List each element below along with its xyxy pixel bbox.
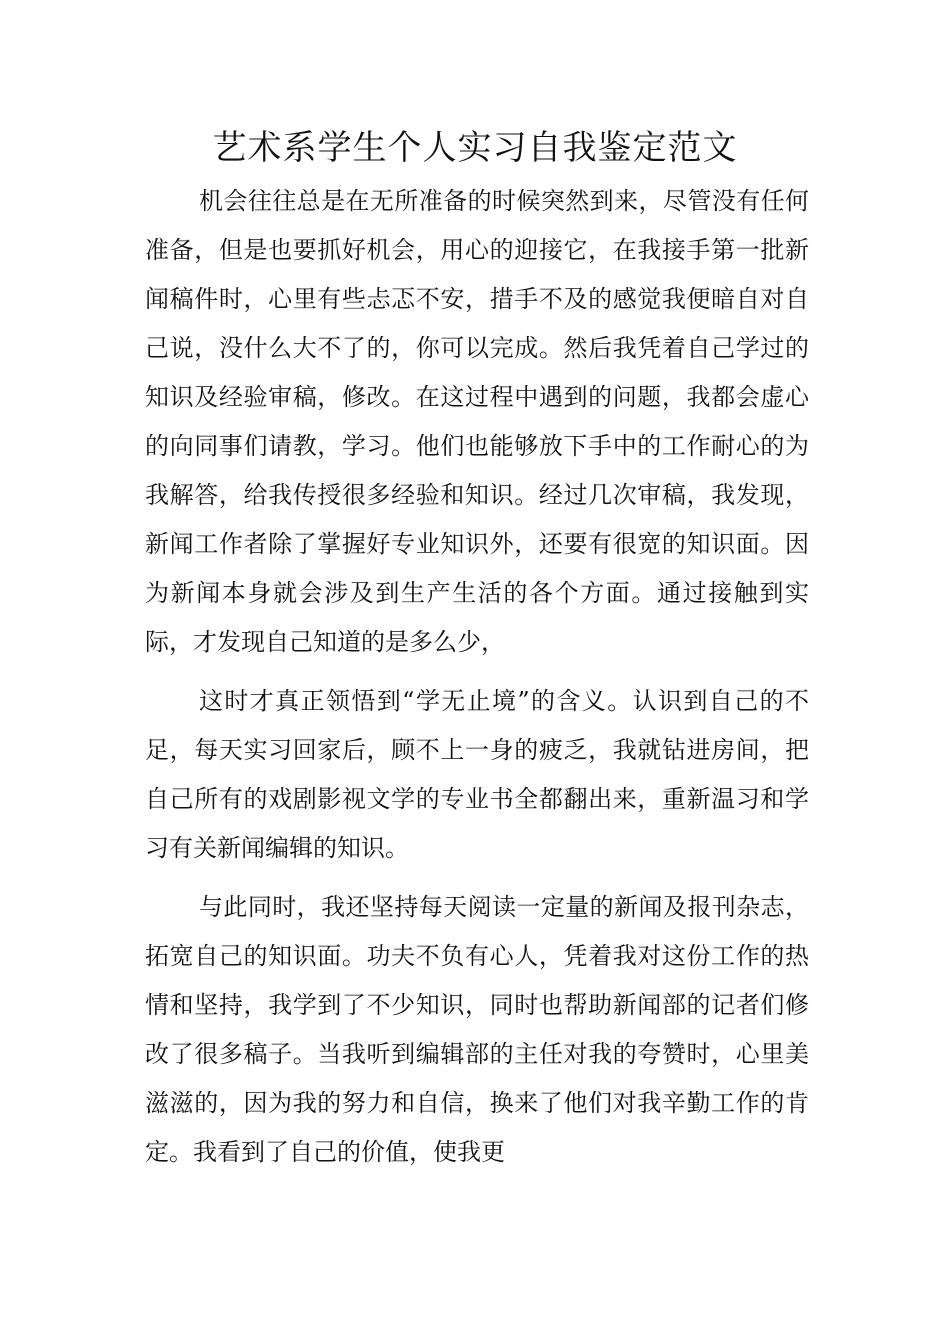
document-title: 艺术系学生个人实习自我鉴定范文 (212, 128, 738, 168)
document-body (145, 177, 809, 1177)
paragraph-1: 机会往往总是在无所准备的时候突然到来，尽管没有任何准备，但是也要抓好机会，用心的迎接它，在我接手第一批新闻稿件时，心里有些忐忑不安，措手不及的感觉我便暗自对自己说，没什么大不了的，你可以完成。然后我凭着自己学过的知识及经验审稿，修改。在这过程中遇到的问题，我都会虚心的向同事们请教，学习。他们也能够放下手中的工作耐心的为我解答，给我传授很多经验和知识。经过几次审稿，我发现，新闻工作者除了掌握好专业知识外，还要有很宽的知识面。因为新闻本身就会涉及到生产生活的各个方面。通过接触到实际，才发现自己知道的是多么少， (145, 187, 809, 656)
paragraph-2: 这时才真正领悟到“学无止境”的含义。认识到自己的不足，每天实习回家后，顾不上一身的疲乏，我就钻进房间，把自己所有的戏剧影视文学的专业书全都翻出来，重新温习和学习有关新闻编辑的知识。 (145, 687, 809, 862)
paragraph-3: 与此同时，我还坚持每天阅读一定量的新闻及报刊杂志，拓宽自己的知识面。功夫不负有心人，凭着我对这份工作的热情和坚持，我学到了不少知识，同时也帮助新闻部的记者们修改了很多稿子。当我听到编辑部的主任对我的夸赞时，心里美滋滋的，因为我的努力和自信，换来了他们对我辛勤工作的肯定。我看到了自己的价值，使我更 (145, 893, 809, 1166)
